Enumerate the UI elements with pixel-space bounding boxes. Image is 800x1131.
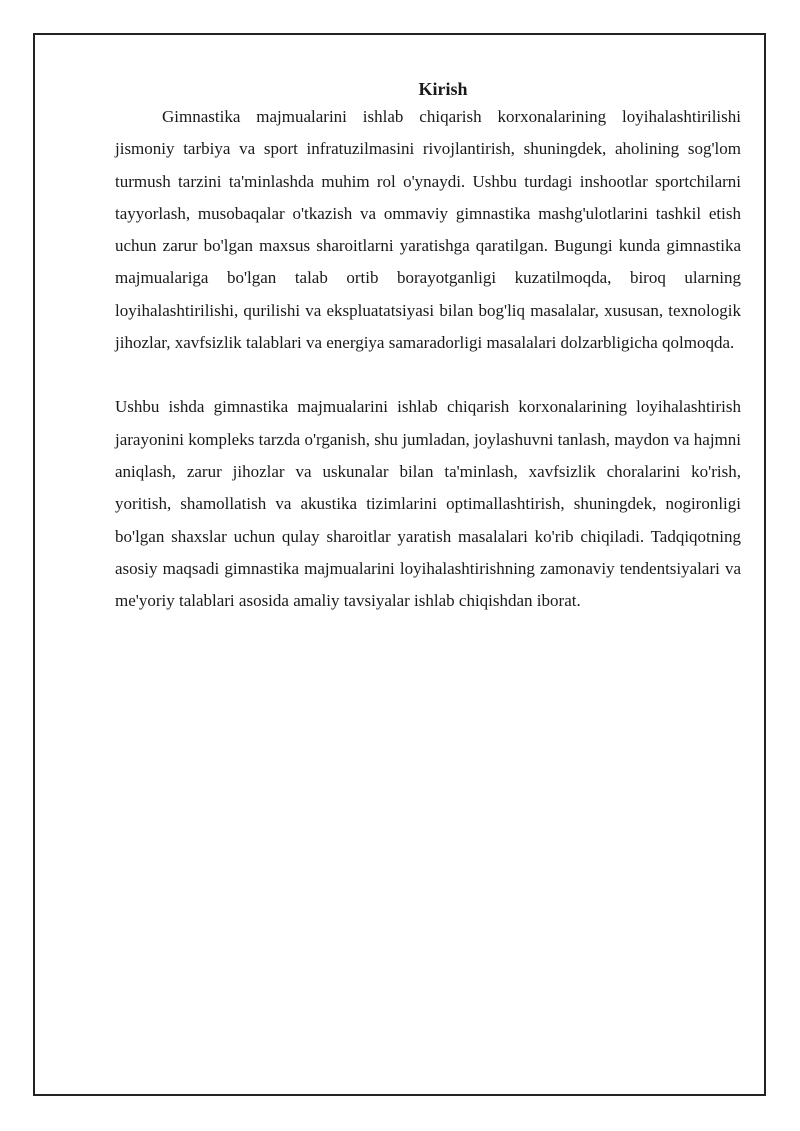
document-body (115, 77, 741, 617)
section-heading: Kirish (418, 79, 468, 99)
paragraph-intro: Gimnastika majmualarini ishlab chiqarish korxonalarining loyihalashtirilishi jismoniy tarbiya va sport infratuzilmasini rivojlantirish, shuningdek, aholining sog'lom turmush tarzini ta'minlashda muhim rol o'ynaydi. Ushbu turdagi inshootlar sportchilarni tayyorlash, musobaqalar o'tkazish va ommaviy gimnastika mashg'ulotlarini tashkil etish uchun zarur bo'lgan maxsus sharoitlarni yaratishga qaratilgan. Bugungi kunda gimnastika majmualariga bo'lgan talab ortib borayotganligi kuzatilmoqda, biroq ularning loyihalashtirilishi, qurilishi va ekspluatatsiyasi bilan bog'liq masalalar, xususan, texnologik jihozlar, xavfsizlik talablari va energiya samaradorligi masalalari dolzarbligicha qolmoqda. (115, 107, 741, 353)
paragraph-scope: Ushbu ishda gimnastika majmualarini ishlab chiqarish korxonalarining loyihalashtirish jarayonini kompleks tarzda o'rganish, shu jumladan, joylashuvni tanlash, maydon va hajmni aniqlash, zarur jihozlar va uskunalar bilan ta'minlash, xavfsizlik choralarini ko'rish, yoritish, shamollatish va akustika tizimlarini optimallashtirish, shuningdek, nogironligi bo'lgan shaxslar uchun qulay sharoitlar yaratish masalalari ko'rib chiqiladi. Tadqiqotning asosiy maqsadi gimnastika majmualarini loyihalashtirishning zamonaviy tendentsiyalari va me'yoriy talablari asosida amaliy tavsiyalar ishlab chiqishdan iborat. (115, 397, 741, 611)
paragraph-spacer (115, 359, 741, 391)
